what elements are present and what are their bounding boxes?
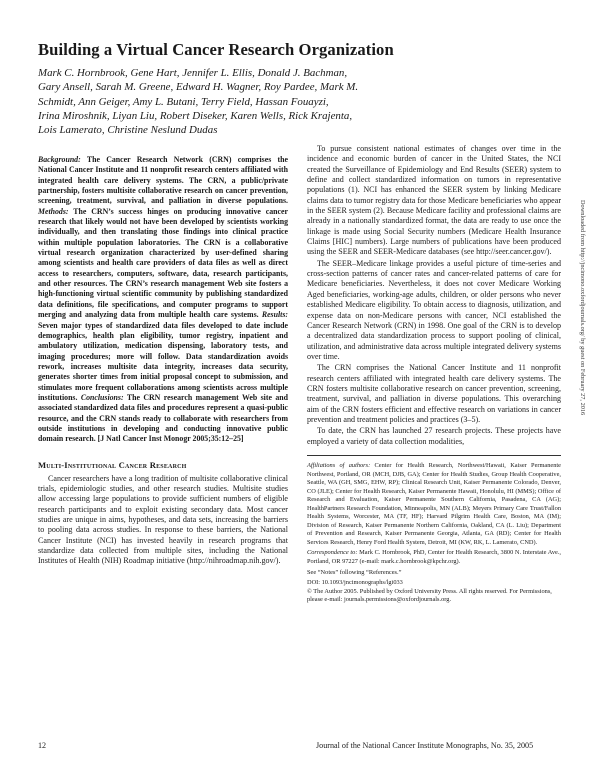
footnote-divider (307, 455, 561, 456)
copyright: © The Author 2005. Published by Oxford University Press. All rights reserved. For Permissions, please e-mail: journals.permissions@oxfordjournals.org. (307, 587, 552, 604)
author-name: Gene Hart, (130, 67, 180, 79)
body-paragraph: To pursue consistent national estimates of changes over time in the incidence and economic burden of cancer in the United States, the NCI created the Surveillance of Epidemiology and End Results (SEER) system to define and collect standardized information on tumors in representative populations (1). NCI has enhanced the SEER system by linking Medicare claims data to tumor registry data for those Medicare beneficiaries who appear in the SEER system (2). Because Medicare facility and professional claims are already in a nationally standardized format, the data are ready to use once the linkage is made using Social Security numbers (Medicare Health Insurance Claims [HIC] numbers). Large numbers of publications have been produced using the SEER and SEER-Medicare databases (see http://seer.cancer.gov/). (307, 144, 561, 257)
author-name: Mark M. (319, 81, 359, 94)
body-paragraph: The SEER–Medicare linkage provides a useful picture of time-series and cross-section patterns of cancer rates and cancer-related patterns of care for Medicare beneficiaries. Nevertheless, it does not cover Medicare Working Aged beneficiaries, working-age adults, children, or older persons who never established Medicare eligibility. To obtain access to diagnosis, utilization, and expense data on non-Medicare persons with cancer, NCI established the Cancer Research Network (CRN) in 1998. One goal of the CRN is to develop a decentralized data standardization process to support pooling of clinical, utilization, and administrative data across multiple integrated delivery systems over time. (307, 258, 561, 361)
author-name: Roy Pardee, (263, 81, 318, 94)
author-name: Amy L. Butani, (132, 95, 199, 108)
download-watermark-text: Downloaded from http://jncimono.oxfordjournals.org/ by guest on February 27, 2016 (579, 200, 586, 416)
section-heading: Multi-Institutional Cancer Research (38, 459, 187, 470)
abstract-methods-label: Methods: (38, 206, 69, 216)
author-name: Lois Lamerato, (38, 124, 105, 137)
article-title: Building a Virtual Cancer Research Organization (38, 40, 394, 59)
abstract-background: The Cancer Research Network (CRN) comprises the National Cancer Institute and 11 nonprofit research centers affiliated with integrated health care delivery systems. The CRN, a public/private partnership, fosters multisite collaborative research on cancer prevention, screening, treatment, survival, and palliation in diverse populations. (38, 155, 288, 206)
abstract (38, 155, 288, 445)
author-name: Sarah M. Greene, (95, 81, 174, 94)
affiliations-text: Center for Health Research, Northwest/Hawaii, Kaiser Permanente Northwest, Portland, OR (MCH, DJB, GA); Center for Health Studies, Group Health Cooperative, Seattle, WA (GH, SMG, EHW, RP); Clinical Research Unit, Kaiser Permanente Colorado, Denver, CO (JLE); Center for Health Research, Kaiser Permanente Hawaii, Honolulu, HI (MMS); Office of Research and Evaluation, Kaiser Permanente Southern California, Pasadena, CA (AG); HealthPartners Research Foundation, Minneapolis, MN (ALB); Meyers Primary Care Trust/Fallon Health Systems, Worcester, MA (TF, HF); Harvard Pilgrim Health Care, Boston, MA (IM); Division of Research, Kaiser Permanente Northern California, Oakland, CA (L. Liu); Department of Prevention and Research, Kaiser Permanente Georgia, Atlanta, GA (RD); Center for Health Services Research, Henry Ford Health System, Detroit, MI (KW, RK, L. Lamerato, CND). (307, 461, 561, 546)
doi: DOI: 10.1093/jncimonographs/lgi033 (307, 579, 403, 587)
author-name: Terry Field, (200, 95, 253, 108)
correspondence-text: Mark C. Hornbrook, PhD, Center for Health Research, 3800 N. Interstate Ave., Portland, OR 97227 (e-mail: mark.c.hornbrook@kpchr.org). (307, 549, 561, 565)
author-name: Schmidt, (38, 95, 76, 108)
body-paragraph: To date, the CRN has launched 27 research projects. These projects have employed a variety of data collection modalities, (307, 426, 561, 446)
download-watermark (576, 200, 588, 530)
see-notes: See “Notes” following “References.” (307, 568, 402, 576)
journal-footer: Journal of the National Cancer Institute Monographs, No. 35, 2005 (316, 741, 534, 750)
right-column (307, 144, 561, 605)
author-name: Irina Miroshnik, (38, 109, 110, 122)
abstract-methods: The CRN’s success hinges on producing innovative cancer research that likely would not have been developed by scientists working individually, and then translating those findings into clinical practice within multiple population laboratories. The CRN is a collaborative virtual research organization characterized by user-defined sharing among scientists and health care providers of data files as well as direct access to researchers, computers, software, data, research participants, and other resources. The CRN’s research management Web site fosters a high-functioning virtual scientific community by publishing standardized data definitions, file specifications, and computer programs to support merging and analyzing data from multiple health care systems. (38, 206, 288, 320)
author-name: Gary Ansell, (38, 81, 93, 94)
author-affiliations (307, 462, 561, 547)
author-name: Ann Geiger, (78, 95, 131, 108)
author-name: Christine Neslund Dudas (107, 124, 218, 137)
author-name: Robert Diseker, (159, 109, 228, 122)
page-number: 12 (38, 741, 47, 750)
abstract-conclusions-label: Conclusions: (80, 392, 124, 402)
abstract-results: Seven major types of standardized data files developed to date include demographics, health plan eligibility, tumor registry, inpatient and ambulatory utilization, medication dispensing, laboratory tests, and imaging procedures; more will follow. Data standardization avoids rework, increases multisite data integrity, increases data security, generates shorter times from initial proposal concept to submission, and stimulates more frequent collaborations among scientists across multiple institutions. (38, 320, 288, 402)
author-name: Donald J. Bachman, (257, 67, 348, 79)
author-name: Liyan Liu, (112, 109, 158, 122)
affiliations-label: Affiliations of authors: (307, 461, 371, 469)
abstract-conclusions: The CRN research management Web site and associated standardized data files and procedures represent a quasi-public resource, and the CRN stands ready to collaborate with researchers from outside institutions in developing and conducting innovative public domain research. [J Natl Cancer Inst Monogr 2005;35:12–25] (38, 392, 288, 444)
author-name: Karen Wells, (230, 109, 286, 122)
abstract-background-label: Background: (38, 155, 81, 164)
author-name: Hassan Fouayzi, (255, 95, 329, 108)
author-name: Mark C. Hornbrook, (38, 67, 128, 79)
body-paragraph: The CRN comprises the National Cancer Institute and 11 nonprofit research centers affiliated with integrated health care delivery systems. The CRN fosters multisite collaborative research on cancer prevention, screening, treatment, survival, and palliation in diverse populations. This overarching aim of the CRN fosters efficient and effective research on variations in cancer prevention and treatment policies and practices (3–5). (307, 363, 561, 424)
abstract-results-label: Results: (261, 310, 288, 320)
correspondence (307, 549, 561, 566)
author-name: Jennifer L. Ellis, (182, 67, 255, 79)
left-column (38, 155, 288, 568)
author-name: Rick Krajenta, (288, 109, 353, 122)
correspondence-label: Correspondence to: (307, 549, 358, 557)
author-name: Edward H. Wagner, (175, 81, 262, 94)
author-list (38, 66, 468, 137)
body-paragraph: Cancer researchers have a long tradition of multisite collaborative clinical trials, epidemiologic studies, and other research studies. Multisite studies allow accessing large populations to provide sufficient numbers of eligible research participants and to exploit existing secondary data. Most cancer studies are unique in aims, hypotheses, and data sets, increasing the barriers to pooling data across studies. In response to these barriers, the National Cancer Institute (NCI) has invested heavily in research programs that standardize data collected from multiple sites, including the National Institutes of Health (NIH) Roadmap initiative (http://nihroadmap.nih.gov/). (38, 473, 288, 566)
